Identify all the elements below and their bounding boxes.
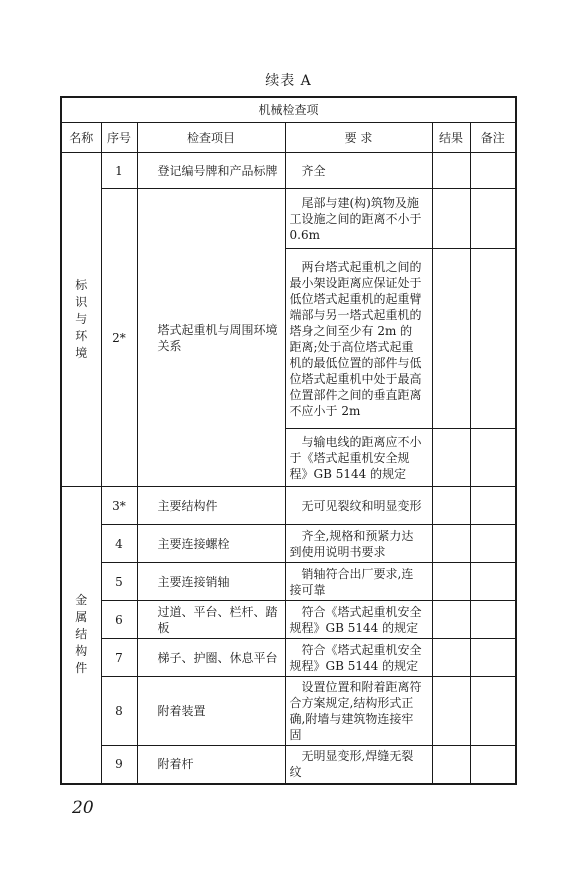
header-note: 备注	[470, 123, 516, 153]
header-name: 名称	[61, 123, 101, 153]
item-cell: 主要连接螺栓	[137, 525, 285, 563]
table-row	[61, 189, 516, 249]
note-cell	[470, 639, 516, 677]
note-cell	[470, 189, 516, 249]
requirement-cell: 齐全,规格和预紧力达到使用说明书要求	[285, 525, 432, 563]
table-row	[61, 746, 516, 784]
seq-cell: 3*	[101, 487, 137, 525]
note-cell	[470, 677, 516, 746]
header-row	[61, 123, 516, 153]
table-row	[61, 563, 516, 601]
result-cell	[432, 639, 470, 677]
item-cell: 过道、平台、栏杆、踏板	[137, 601, 285, 639]
table-row	[61, 153, 516, 189]
seq-cell: 1	[101, 153, 137, 189]
table-row	[61, 677, 516, 746]
seq-cell: 5	[101, 563, 137, 601]
requirement-cell: 齐全	[285, 153, 432, 189]
note-cell	[470, 487, 516, 525]
table-title: 机械检查项	[61, 97, 516, 123]
note-cell	[470, 153, 516, 189]
requirement-cell: 两台塔式起重机之间的最小架设距离应保证处于低位塔式起重机的起重臂端部与另一塔式起重机的塔身之间至少有 2m 的距离;处于高位塔式起重机的最低位置的部件与低位塔式起重机中处于最高位置部件之间的垂直距离不应小于 2m	[285, 249, 432, 429]
requirement-cell: 无可见裂纹和明显变形	[285, 487, 432, 525]
seq-cell: 9	[101, 746, 137, 784]
note-cell	[470, 525, 516, 563]
item-cell: 主要结构件	[137, 487, 285, 525]
note-cell	[470, 429, 516, 487]
result-cell	[432, 153, 470, 189]
result-cell	[432, 189, 470, 249]
header-seq: 序号	[101, 123, 137, 153]
item-cell: 主要连接销轴	[137, 563, 285, 601]
item-cell: 塔式起重机与周围环境关系	[137, 189, 285, 487]
requirement-cell: 无明显变形,焊缝无裂纹	[285, 746, 432, 784]
seq-cell: 6	[101, 601, 137, 639]
requirement-cell: 符合《塔式起重机安全规程》GB 5144 的规定	[285, 601, 432, 639]
page-number: 20	[72, 798, 94, 818]
note-cell	[470, 563, 516, 601]
result-cell	[432, 487, 470, 525]
seq-cell: 7	[101, 639, 137, 677]
header-item: 检查项目	[137, 123, 285, 153]
table-title-row	[61, 97, 516, 123]
header-result: 结果	[432, 123, 470, 153]
table-row	[61, 601, 516, 639]
table-caption: 续表 A	[265, 73, 312, 89]
table-row	[61, 487, 516, 525]
requirement-cell: 设置位置和附着距离符合方案规定,结构形式正确,附墙与建筑物连接牢固	[285, 677, 432, 746]
requirement-cell: 与输电线的距离应不小于《塔式起重机安全规程》GB 5144 的规定	[285, 429, 432, 487]
item-cell: 登记编号牌和产品标牌	[137, 153, 285, 189]
requirement-cell: 销轴符合出厂要求,连接可靠	[285, 563, 432, 601]
result-cell	[432, 563, 470, 601]
result-cell	[432, 525, 470, 563]
header-requirement: 要 求	[285, 123, 432, 153]
result-cell	[432, 429, 470, 487]
table-row	[61, 525, 516, 563]
result-cell	[432, 601, 470, 639]
item-cell: 附着装置	[137, 677, 285, 746]
result-cell	[432, 249, 470, 429]
note-cell	[470, 601, 516, 639]
seq-cell: 8	[101, 677, 137, 746]
result-cell	[432, 746, 470, 784]
requirement-cell: 尾部与建(构)筑物及施工设施之间的距离不小于 0.6m	[285, 189, 432, 249]
table-row	[61, 639, 516, 677]
category-env: 标识与环境	[61, 153, 101, 487]
seq-cell: 4	[101, 525, 137, 563]
item-cell: 附着杆	[137, 746, 285, 784]
seq-cell: 2*	[101, 189, 137, 487]
category-metal: 金属结构件	[61, 487, 101, 784]
item-cell: 梯子、护圈、休息平台	[137, 639, 285, 677]
note-cell	[470, 746, 516, 784]
requirement-cell: 符合《塔式起重机安全规程》GB 5144 的规定	[285, 639, 432, 677]
result-cell	[432, 677, 470, 746]
inspection-table	[60, 96, 517, 785]
note-cell	[470, 249, 516, 429]
